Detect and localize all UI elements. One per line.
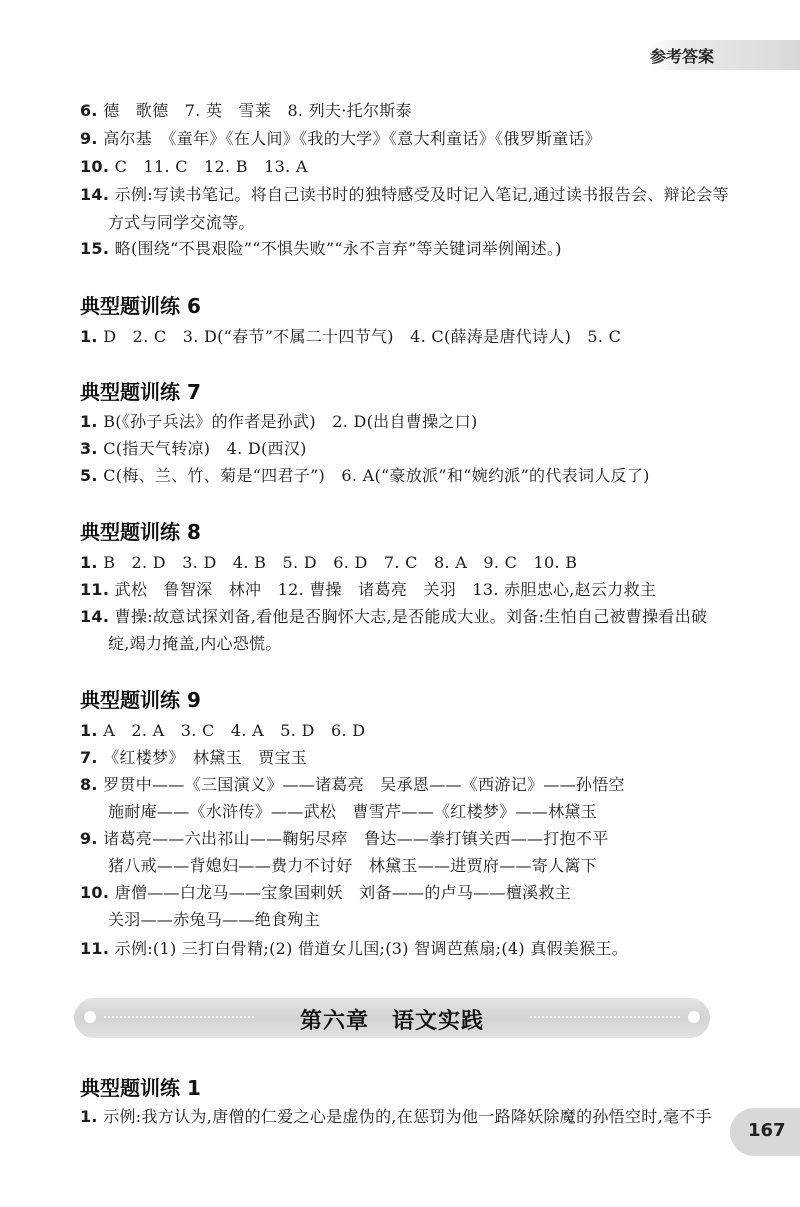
answer-line: 5. C(梅、兰、竹、菊是“四君子”) 6. A(“豪放派”和“婉约派”的代表词人反了) [80, 466, 650, 485]
page-number: 167 [748, 1120, 786, 1141]
answer-line: 7. 《红楼梦》 林黛玉 贾宝玉 [80, 748, 308, 767]
answer-line: 10. 唐僧——白龙马——宝象国剌妖 刘备——的卢马——檀溪救主 [80, 883, 572, 902]
section-heading: 典型题训练 1 [80, 1076, 201, 1100]
answer-line: 3. C(指天气转凉) 4. D(西汉) [80, 439, 307, 458]
answer-line-continued: 猪八戒——背媳妇——费力不讨好 林黛玉——进贾府——寄人篱下 [108, 856, 598, 875]
banner-dot-right [688, 1011, 700, 1023]
answer-line: 1. B(《孙子兵法》的作者是孙武) 2. D(出自曹操之口) [80, 412, 478, 431]
answer-line-continued: 关羽——赤兔马——绝食殉主 [108, 910, 320, 929]
answer-line: 15. 略(围绕“不畏艰险”“不惧失败”“永不言弃”等关键词举例阐述。) [80, 239, 562, 258]
answer-line-continued: 绽,竭力掩盖,内心恐慌。 [108, 634, 282, 653]
answer-line-continued: 方式与同学交流等。 [108, 213, 255, 232]
answer-line: 11. 示例:(1) 三打白骨精;(2) 借道女儿国;(3) 智调芭蕉扇;(4) 真假美猴王。 [80, 939, 629, 958]
answer-line: 14. 示例:写读书笔记。将自己读书时的独特感受及时记入笔记,通过读书报告会、辩论会等 [80, 185, 729, 204]
banner-dots-right [530, 1016, 680, 1018]
answer-line: 1. 示例:我方认为,唐僧的仁爱之心是虚伪的,在惩罚为他一路降妖除魔的孙悟空时,毫不手 [80, 1107, 712, 1126]
answer-line: 8. 罗贯中——《三国演义》——诸葛亮 吴承恩——《西游记》——孙悟空 [80, 775, 625, 794]
answer-line: 11. 武松 鲁智深 林冲 12. 曹操 诸葛亮 关羽 13. 赤胆忠心,赵云力救主 [80, 580, 657, 599]
chapter-banner [74, 998, 710, 1038]
chapter-title: 第六章 语文实践 [299, 1009, 484, 1034]
answer-line: 14. 曹操:故意试探刘备,看他是否胸怀大志,是否能成大业。刘备:生怕自己被曹操看出破 [80, 607, 708, 626]
answer-line: 9. 高尔基 《童年》《在人间》《我的大学》《意大利童话》《俄罗斯童话》 [80, 129, 602, 148]
running-header: 参考答案 [650, 47, 715, 66]
section-heading: 典型题训练 9 [80, 688, 201, 712]
answer-line: 6. 德 歌德 7. 英 雪莱 8. 列夫·托尔斯泰 [80, 101, 412, 120]
answer-line: 1. B 2. D 3. D 4. B 5. D 6. D 7. C 8. A 9. C 10. B [80, 553, 578, 572]
answer-line: 9. 诸葛亮——六出祁山——鞠躬尽瘁 鲁达——拳打镇关西——打抱不平 [80, 829, 609, 848]
section-heading: 典型题训练 8 [80, 520, 201, 544]
answer-line: 1. A 2. A 3. C 4. A 5. D 6. D [80, 721, 366, 740]
answer-line-continued: 施耐庵——《水浒传》——武松 曹雪芹——《红楼梦》——林黛玉 [108, 802, 598, 821]
section-heading: 典型题训练 7 [80, 380, 201, 404]
section-heading: 典型题训练 6 [80, 294, 201, 318]
page-number-tab [730, 1108, 800, 1156]
answer-line: 1. D 2. C 3. D(“春节”不属二十四节气) 4. C(薛涛是唐代诗人) 5. C [80, 327, 622, 346]
answer-line: 10. C 11. C 12. B 13. A [80, 157, 308, 176]
